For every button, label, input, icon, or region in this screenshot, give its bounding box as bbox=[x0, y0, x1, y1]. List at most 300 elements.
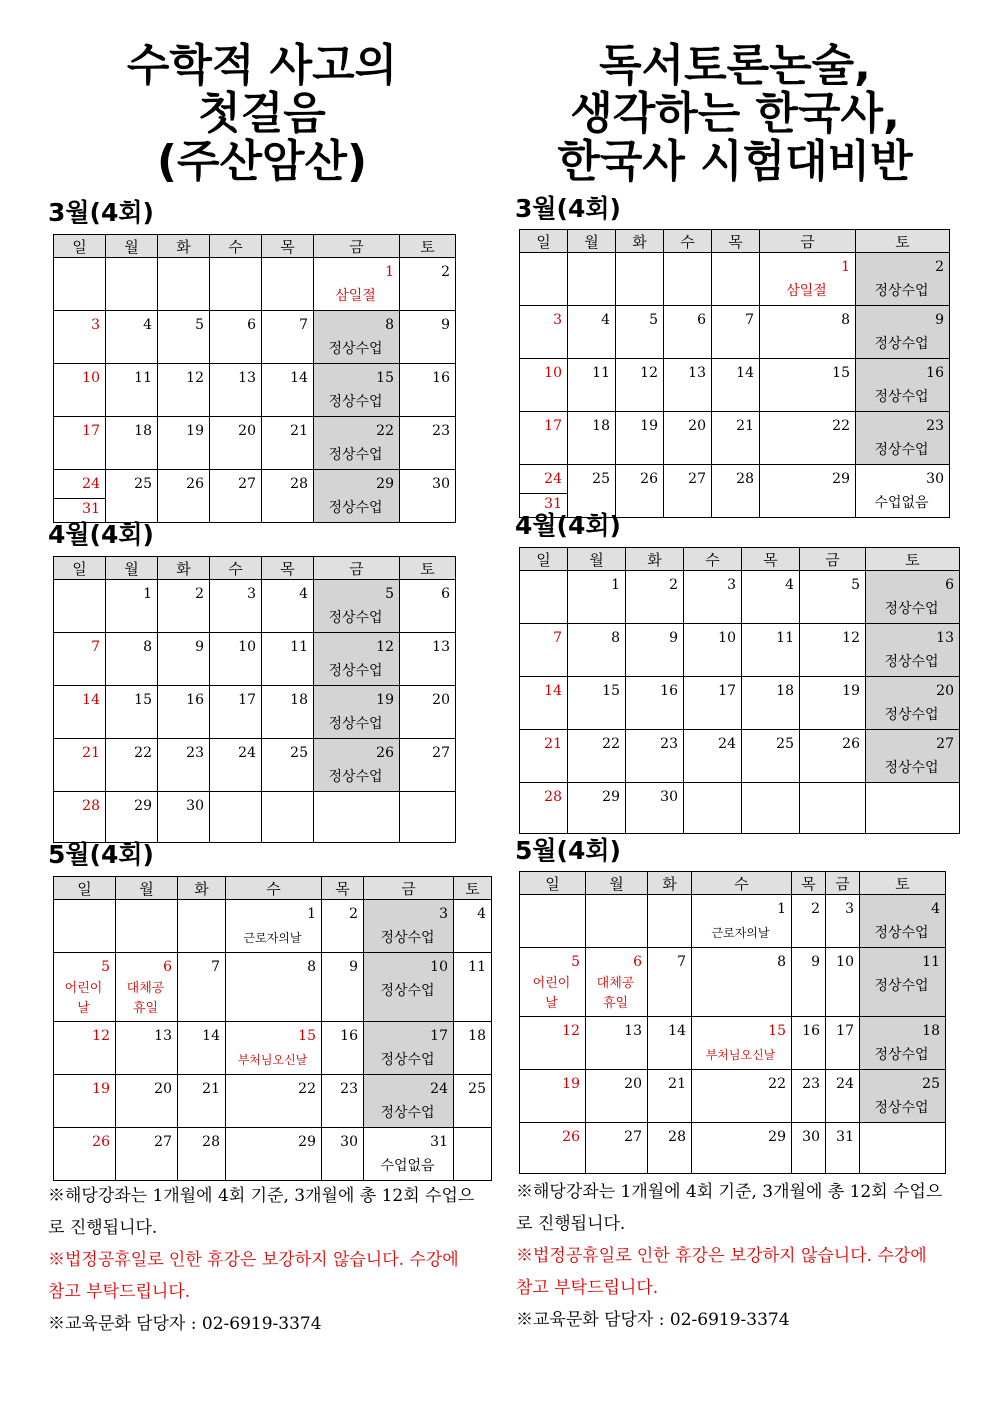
day-cell bbox=[860, 1123, 946, 1174]
weekday-header-row bbox=[520, 872, 946, 895]
day-cell bbox=[54, 580, 106, 633]
day-number: 16 bbox=[802, 1023, 820, 1039]
day-cell bbox=[692, 948, 792, 1017]
weekday-label: 화 bbox=[616, 230, 664, 253]
day-cell bbox=[520, 1017, 586, 1070]
day-cell bbox=[178, 1128, 226, 1181]
day-number: 3 bbox=[247, 586, 256, 602]
day-cell bbox=[866, 783, 960, 834]
day-number: 31 bbox=[836, 1129, 854, 1145]
day-cell bbox=[314, 739, 400, 792]
day-cell bbox=[792, 948, 826, 1017]
day-cell bbox=[262, 258, 314, 311]
day-cell bbox=[54, 417, 106, 470]
day-cell bbox=[364, 1022, 454, 1075]
day-cell bbox=[400, 364, 456, 417]
day-cell bbox=[742, 783, 800, 834]
day-note: 정상수업 bbox=[874, 1100, 929, 1116]
day-number: 12 bbox=[640, 365, 658, 381]
week-row bbox=[520, 465, 950, 518]
weekday-label: 월 bbox=[106, 235, 158, 258]
weekday-label: 월 bbox=[106, 557, 158, 580]
day-cell bbox=[586, 895, 648, 948]
day-cell bbox=[54, 470, 106, 523]
day-number: 25 bbox=[134, 476, 152, 492]
day-note: 정상수업 bbox=[884, 707, 939, 723]
day-cell bbox=[364, 953, 454, 1022]
day-number: 14 bbox=[736, 365, 754, 381]
day-number: 10 bbox=[238, 639, 256, 655]
day-cell bbox=[648, 1070, 692, 1123]
week-row bbox=[54, 1128, 492, 1181]
day-number: 2 bbox=[441, 264, 450, 280]
day-number: 16 bbox=[926, 365, 944, 381]
day-number: 21 bbox=[736, 418, 754, 434]
day-number: 9 bbox=[811, 954, 820, 970]
day-number: 2 bbox=[811, 901, 820, 917]
right-may-calendar bbox=[519, 871, 946, 1174]
day-number: 29 bbox=[298, 1134, 316, 1150]
day-number: 25 bbox=[776, 736, 794, 752]
day-cell bbox=[158, 470, 210, 523]
day-number: 25 bbox=[922, 1076, 940, 1092]
day-number: 30 bbox=[340, 1134, 358, 1150]
day-cell bbox=[860, 1017, 946, 1070]
day-cell bbox=[792, 895, 826, 948]
right-march-heading: 3월(4회) bbox=[515, 194, 621, 223]
day-number: 21 bbox=[544, 736, 562, 752]
day-number: 3 bbox=[727, 577, 736, 593]
day-cell bbox=[664, 465, 712, 518]
weekday-label: 수 bbox=[664, 230, 712, 253]
day-cell bbox=[54, 686, 106, 739]
day-note: 부처님오신날 bbox=[237, 1053, 308, 1067]
day-cell bbox=[54, 1022, 116, 1075]
day-number: 13 bbox=[624, 1023, 642, 1039]
day-number: 17 bbox=[718, 683, 736, 699]
weekday-label: 수 bbox=[692, 872, 792, 895]
day-cell bbox=[54, 1075, 116, 1128]
day-note: 정상수업 bbox=[884, 601, 939, 617]
day-number: 22 bbox=[832, 418, 850, 434]
weekday-label: 화 bbox=[158, 235, 210, 258]
weekday-label: 금 bbox=[314, 557, 400, 580]
day-cell bbox=[106, 417, 158, 470]
day-number bbox=[715, 255, 754, 279]
weekday-header-row bbox=[520, 548, 960, 571]
day-cell bbox=[760, 359, 856, 412]
day-number: 15 bbox=[134, 692, 152, 708]
day-number: 2 bbox=[349, 906, 358, 922]
day-cell bbox=[262, 364, 314, 417]
day-number: 9 bbox=[669, 630, 678, 646]
day-cell bbox=[616, 306, 664, 359]
left-may-heading: 5월(4회) bbox=[48, 840, 154, 869]
day-number: 22 bbox=[768, 1076, 786, 1092]
day-number: 28 bbox=[544, 789, 562, 805]
day-cell bbox=[648, 1017, 692, 1070]
day-note: 정상수업 bbox=[884, 760, 939, 776]
day-cell bbox=[158, 580, 210, 633]
day-number: 12 bbox=[376, 639, 394, 655]
day-cell bbox=[400, 258, 456, 311]
day-number: 21 bbox=[202, 1081, 220, 1097]
day-number: 7 bbox=[553, 630, 562, 646]
day-note: 정상수업 bbox=[874, 978, 929, 994]
day-number: 4 bbox=[299, 586, 308, 602]
day-cell bbox=[106, 633, 158, 686]
day-number: 11 bbox=[290, 639, 308, 655]
day-note: 날 bbox=[545, 996, 558, 1011]
day-cell bbox=[712, 306, 760, 359]
day-cell bbox=[856, 253, 950, 306]
day-cell bbox=[586, 1070, 648, 1123]
week-row bbox=[520, 306, 950, 359]
day-cell bbox=[520, 412, 568, 465]
right-title-line-3: 한국사 시험대비반 bbox=[557, 136, 913, 187]
weekday-label: 화 bbox=[648, 872, 692, 895]
day-cell bbox=[520, 677, 568, 730]
day-number: 1 bbox=[307, 906, 316, 922]
day-cell bbox=[116, 1022, 178, 1075]
day-cell bbox=[106, 258, 158, 311]
day-cell bbox=[826, 1017, 860, 1070]
day-number bbox=[57, 260, 100, 284]
day-cell bbox=[520, 465, 568, 518]
day-number: 31 bbox=[430, 1134, 448, 1150]
day-cell bbox=[54, 739, 106, 792]
day-number: 30 bbox=[802, 1129, 820, 1145]
weekday-label: 토 bbox=[866, 548, 960, 571]
weekday-label: 토 bbox=[400, 557, 456, 580]
week-row bbox=[54, 792, 456, 843]
weekday-label: 월 bbox=[586, 872, 648, 895]
day-number: 17 bbox=[544, 418, 562, 434]
day-number: 20 bbox=[688, 418, 706, 434]
day-number: 16 bbox=[340, 1028, 358, 1044]
day-cell bbox=[158, 311, 210, 364]
day-number: 12 bbox=[562, 1023, 580, 1039]
weekday-label: 토 bbox=[856, 230, 950, 253]
day-cell bbox=[116, 900, 178, 953]
day-note: 정상수업 bbox=[328, 663, 383, 679]
day-note: 휴일 bbox=[602, 996, 629, 1011]
day-number: 19 bbox=[376, 692, 394, 708]
day-cell bbox=[262, 311, 314, 364]
day-number: 29 bbox=[376, 476, 394, 492]
day-note: 정상수업 bbox=[874, 336, 929, 352]
day-note: 근로자의날 bbox=[243, 931, 302, 945]
day-cell bbox=[158, 686, 210, 739]
day-cell bbox=[742, 624, 800, 677]
weekday-label: 수 bbox=[226, 877, 322, 900]
day-cell bbox=[210, 686, 262, 739]
weekday-label: 화 bbox=[158, 557, 210, 580]
day-cell bbox=[106, 470, 158, 523]
day-number bbox=[265, 794, 308, 818]
day-number: 30 bbox=[660, 789, 678, 805]
day-cell bbox=[626, 624, 684, 677]
day-number: 26 bbox=[562, 1129, 580, 1145]
day-cell bbox=[760, 412, 856, 465]
day-number bbox=[803, 785, 860, 809]
day-cell bbox=[322, 1075, 364, 1128]
day-number: 5 bbox=[101, 959, 110, 975]
day-cell bbox=[664, 306, 712, 359]
day-cell bbox=[454, 900, 492, 953]
day-number: 18 bbox=[468, 1028, 486, 1044]
day-number: 29 bbox=[134, 798, 152, 814]
left-may-calendar bbox=[53, 876, 492, 1181]
day-number bbox=[109, 260, 152, 284]
day-number bbox=[57, 582, 100, 606]
day-number: 24 bbox=[836, 1076, 854, 1092]
day-number bbox=[869, 785, 954, 809]
weekday-header-row bbox=[54, 235, 456, 258]
day-cell bbox=[314, 258, 400, 311]
day-note: 정상수업 bbox=[380, 1052, 435, 1068]
day-note: 정상수업 bbox=[874, 1047, 929, 1063]
day-cell bbox=[616, 412, 664, 465]
day-number: 4 bbox=[785, 577, 794, 593]
week-row bbox=[520, 677, 960, 730]
week-row bbox=[54, 364, 456, 417]
day-cell bbox=[684, 571, 742, 624]
day-number: 28 bbox=[202, 1134, 220, 1150]
left-notes bbox=[48, 1180, 478, 1340]
day-number: 7 bbox=[91, 639, 100, 655]
right-note-schedule: ※해당강좌는 1개월에 4회 기준, 3개월에 총 12회 수업으로 진행됩니다. bbox=[516, 1182, 943, 1234]
day-cell bbox=[520, 1123, 586, 1174]
week-row bbox=[54, 900, 492, 953]
left-note-holiday: ※법정공휴일로 인한 휴강은 보강하지 않습니다. 수강에 참고 부탁드립니다. bbox=[48, 1250, 459, 1302]
day-number: 12 bbox=[186, 370, 204, 386]
day-cell bbox=[626, 730, 684, 783]
weekday-label: 목 bbox=[262, 557, 314, 580]
day-cell bbox=[684, 677, 742, 730]
day-number: 19 bbox=[562, 1076, 580, 1092]
weekday-label: 월 bbox=[568, 548, 626, 571]
day-number bbox=[265, 260, 308, 284]
day-cell bbox=[520, 359, 568, 412]
day-cell bbox=[178, 1022, 226, 1075]
day-cell bbox=[692, 1123, 792, 1174]
day-cell bbox=[106, 364, 158, 417]
day-note: 정상수업 bbox=[874, 442, 929, 458]
day-number: 27 bbox=[154, 1134, 172, 1150]
day-cell bbox=[616, 253, 664, 306]
day-number: 13 bbox=[688, 365, 706, 381]
day-cell bbox=[520, 783, 568, 834]
day-cell bbox=[400, 633, 456, 686]
week-row bbox=[520, 783, 960, 834]
day-number: 19 bbox=[842, 683, 860, 699]
day-cell bbox=[692, 895, 792, 948]
left-title-line-2: 첫걸음 bbox=[198, 88, 326, 139]
day-cell bbox=[742, 571, 800, 624]
day-cell bbox=[54, 258, 106, 311]
day-cell bbox=[760, 465, 856, 518]
day-cell bbox=[158, 364, 210, 417]
day-number: 7 bbox=[211, 959, 220, 975]
day-cell bbox=[314, 470, 400, 523]
day-number: 13 bbox=[936, 630, 954, 646]
day-number: 22 bbox=[134, 745, 152, 761]
day-note: 날 bbox=[77, 1001, 90, 1016]
day-number: 20 bbox=[624, 1076, 642, 1092]
weekday-label: 월 bbox=[568, 230, 616, 253]
day-number: 18 bbox=[922, 1023, 940, 1039]
day-number: 11 bbox=[922, 954, 940, 970]
day-cell bbox=[520, 730, 568, 783]
day-number: 28 bbox=[82, 798, 100, 814]
weekday-label: 월 bbox=[116, 877, 178, 900]
day-cell bbox=[262, 686, 314, 739]
day-cell bbox=[178, 1075, 226, 1128]
day-number: 3 bbox=[439, 906, 448, 922]
day-note: 정상수업 bbox=[328, 394, 383, 410]
week-row bbox=[54, 417, 456, 470]
day-number: 8 bbox=[385, 317, 394, 333]
day-cell bbox=[210, 580, 262, 633]
day-cell bbox=[400, 792, 456, 843]
day-cell bbox=[742, 730, 800, 783]
day-cell bbox=[322, 900, 364, 953]
day-cell bbox=[616, 465, 664, 518]
day-number: 2 bbox=[195, 586, 204, 602]
weekday-label: 목 bbox=[322, 877, 364, 900]
week-row bbox=[520, 359, 950, 412]
day-cell bbox=[262, 580, 314, 633]
day-number bbox=[523, 897, 580, 921]
day-number: 24 bbox=[430, 1081, 448, 1097]
day-cell bbox=[210, 364, 262, 417]
week-row bbox=[54, 1022, 492, 1075]
day-number: 26 bbox=[842, 736, 860, 752]
right-april-calendar bbox=[519, 547, 960, 834]
day-number: 15 bbox=[376, 370, 394, 386]
day-number: 7 bbox=[299, 317, 308, 333]
day-cell bbox=[626, 571, 684, 624]
day-number: 7 bbox=[677, 954, 686, 970]
day-cell bbox=[314, 686, 400, 739]
day-cell bbox=[692, 1070, 792, 1123]
day-cell bbox=[314, 792, 400, 843]
week-row bbox=[54, 953, 492, 1022]
weekday-label: 일 bbox=[520, 872, 586, 895]
day-cell bbox=[314, 417, 400, 470]
day-cell bbox=[792, 1017, 826, 1070]
day-cell bbox=[684, 783, 742, 834]
day-number: 16 bbox=[660, 683, 678, 699]
day-cell bbox=[210, 258, 262, 311]
day-cell bbox=[322, 1128, 364, 1181]
day-number: 25 bbox=[468, 1081, 486, 1097]
day-cell bbox=[520, 1070, 586, 1123]
day-number: 20 bbox=[154, 1081, 172, 1097]
day-number-extra: 31 bbox=[82, 501, 100, 517]
day-note: 삼일절 bbox=[786, 283, 827, 299]
day-cell bbox=[262, 739, 314, 792]
day-number: 20 bbox=[432, 692, 450, 708]
day-number: 1 bbox=[841, 259, 850, 275]
day-cell bbox=[792, 1070, 826, 1123]
day-number: 27 bbox=[936, 736, 954, 752]
week-row bbox=[520, 412, 950, 465]
right-may-heading: 5월(4회) bbox=[515, 836, 621, 865]
day-number: 14 bbox=[544, 683, 562, 699]
day-number: 20 bbox=[238, 423, 256, 439]
day-cell bbox=[568, 677, 626, 730]
day-cell bbox=[226, 1075, 322, 1128]
day-cell bbox=[648, 948, 692, 1017]
left-title-line-1: 수학적 사고의 bbox=[126, 40, 398, 91]
day-cell bbox=[54, 953, 116, 1022]
day-number: 6 bbox=[697, 312, 706, 328]
day-cell bbox=[866, 677, 960, 730]
day-cell bbox=[616, 359, 664, 412]
day-number: 18 bbox=[776, 683, 794, 699]
day-number: 18 bbox=[592, 418, 610, 434]
day-number bbox=[523, 573, 562, 597]
day-note: 삼일절 bbox=[335, 288, 376, 304]
day-cell bbox=[712, 412, 760, 465]
day-number: 8 bbox=[611, 630, 620, 646]
day-number bbox=[651, 897, 686, 921]
day-note: 정상수업 bbox=[328, 610, 383, 626]
day-number: 16 bbox=[432, 370, 450, 386]
day-cell bbox=[116, 953, 178, 1022]
day-number: 5 bbox=[571, 954, 580, 970]
day-cell bbox=[364, 1075, 454, 1128]
day-cell bbox=[178, 900, 226, 953]
day-number bbox=[457, 1130, 486, 1154]
day-cell bbox=[586, 1123, 648, 1174]
week-row bbox=[54, 258, 456, 311]
day-number: 19 bbox=[640, 418, 658, 434]
day-cell bbox=[520, 895, 586, 948]
day-number: 1 bbox=[611, 577, 620, 593]
day-note: 정상수업 bbox=[328, 447, 383, 463]
day-number: 4 bbox=[143, 317, 152, 333]
weekday-header-row bbox=[520, 230, 950, 253]
day-cell bbox=[106, 739, 158, 792]
day-cell bbox=[800, 783, 866, 834]
day-number: 6 bbox=[247, 317, 256, 333]
week-row bbox=[54, 580, 456, 633]
day-cell bbox=[520, 948, 586, 1017]
left-title-line-3: (주산암산) bbox=[156, 136, 368, 187]
left-march-calendar bbox=[53, 234, 456, 523]
day-note: 부처님오신날 bbox=[705, 1048, 776, 1062]
day-cell bbox=[568, 253, 616, 306]
day-number: 28 bbox=[290, 476, 308, 492]
right-note-contact: ※교육문화 담당자 : 02-6919-3374 bbox=[516, 1310, 790, 1330]
day-number: 28 bbox=[736, 471, 754, 487]
week-row bbox=[520, 730, 960, 783]
day-cell bbox=[826, 1070, 860, 1123]
week-row bbox=[520, 1123, 946, 1174]
day-number: 30 bbox=[432, 476, 450, 492]
day-number bbox=[523, 255, 562, 279]
weekday-label: 목 bbox=[792, 872, 826, 895]
day-cell bbox=[262, 633, 314, 686]
week-row bbox=[520, 895, 946, 948]
day-cell bbox=[520, 624, 568, 677]
day-number bbox=[589, 897, 642, 921]
right-march-calendar bbox=[519, 229, 950, 518]
day-cell bbox=[760, 306, 856, 359]
